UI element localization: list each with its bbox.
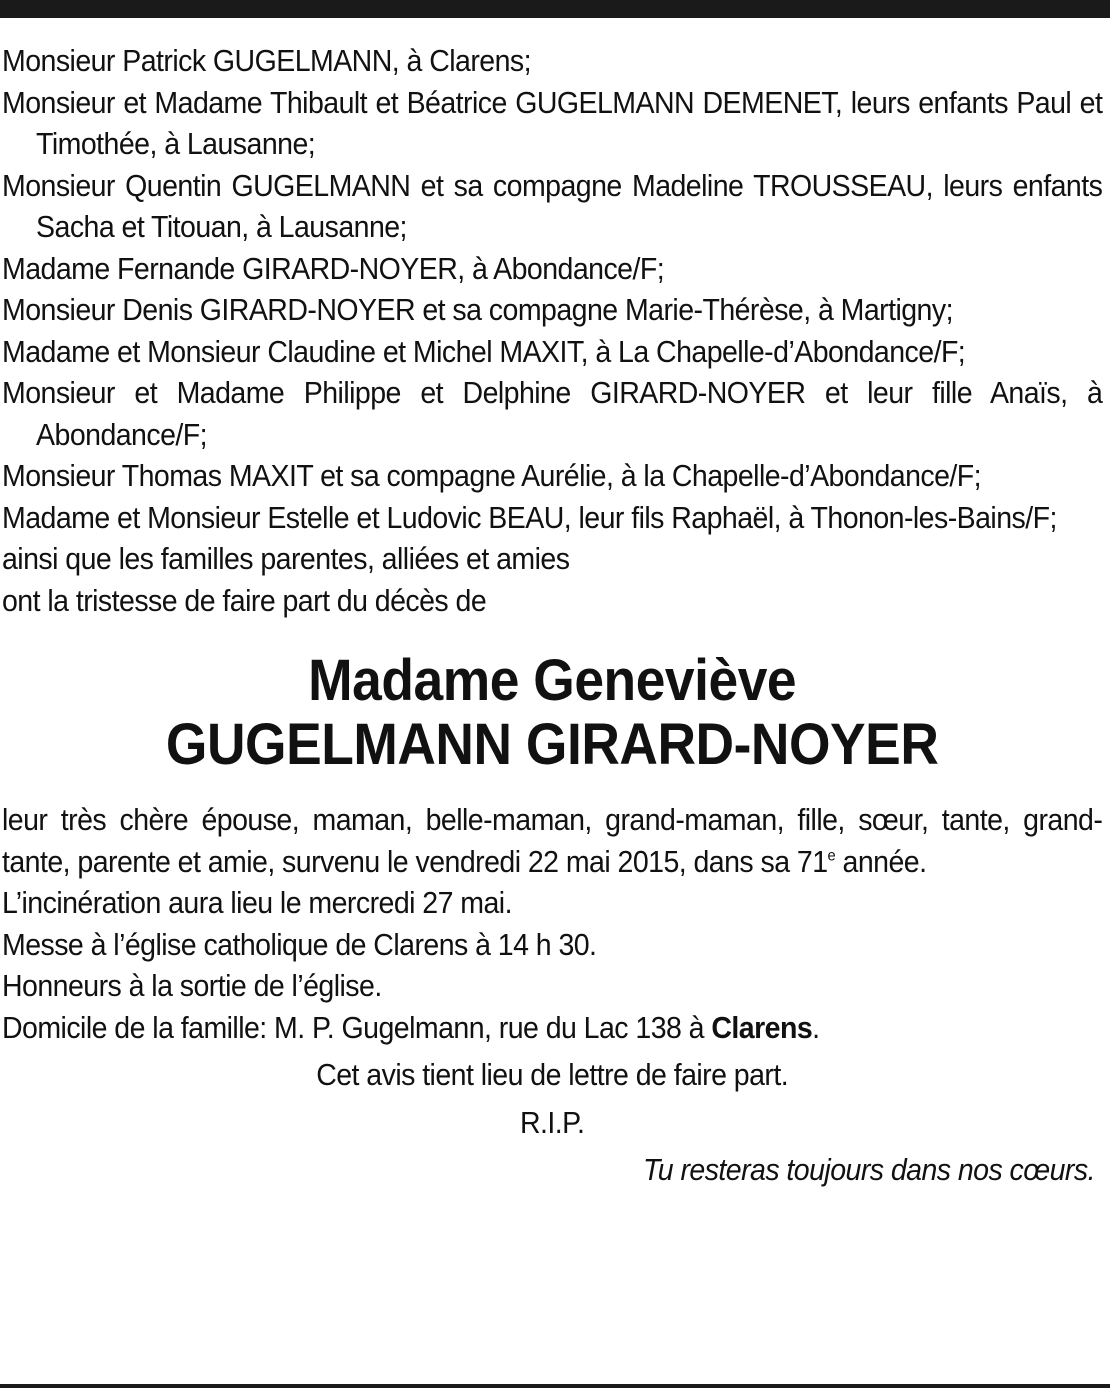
- bottom-rule: [0, 1384, 1110, 1388]
- family-entry: Monsieur et Madame Philippe et Delphine GIRARD-NOYER et leur fille Anaïs, à Abondance/F;: [2, 375, 1103, 452]
- deceased-name: [2, 649, 1102, 777]
- description-text: leur très chère épouse, maman, belle-maman, grand-maman, fille, sœur, tante, grand-tante, parente et amie, survenu le vendredi 22 mai 2015, dans sa 71: [2, 802, 1103, 879]
- closing-notice: Cet avis tient lieu de lettre de faire part.: [316, 1057, 789, 1092]
- family-entry: Monsieur Thomas MAXIT et sa compagne Aurélie, à la Chapelle-d’Abondance/F;: [2, 458, 982, 493]
- intro-line-1: ainsi que les familles parentes, alliées et amies: [2, 541, 570, 576]
- honours-line: Honneurs à la sortie de l’église.: [2, 968, 382, 1003]
- domicile-end: .: [812, 1009, 820, 1045]
- family-entry: Monsieur et Madame Thibault et Béatrice GUGELMANN DEMENET, leurs enfants Paul et Timothée, à Lausanne;: [2, 84, 1103, 161]
- deceased-name-line-2: GUGELMANN GIRARD-NOYER: [165, 712, 939, 777]
- farewell-line: Tu resteras toujours dans nos cœurs.: [643, 1152, 1095, 1187]
- family-entry: Madame Fernande GIRARD-NOYER, à Abondance/F;: [2, 250, 665, 286]
- family-entry: Madame et Monsieur Estelle et Ludovic BEAU, leur fils Raphaël, à Thonon-les-Bains/F;: [2, 499, 1057, 535]
- family-entry: Monsieur Patrick GUGELMANN, à Clarens;: [2, 43, 531, 78]
- top-rule: [0, 0, 1110, 18]
- incineration-line: L’incinération aura lieu le mercredi 27 mai.: [2, 885, 512, 920]
- family-entry: Monsieur Denis GIRARD-NOYER et sa compagne Marie-Thérèse, à Martigny;: [2, 292, 953, 327]
- deceased-name-line-1: Madame Geneviève: [308, 648, 797, 713]
- domicile-place: Clarens: [711, 1009, 813, 1045]
- description-paragraph: [2, 799, 1102, 882]
- description-end: année.: [835, 843, 927, 879]
- family-entry: Madame et Monsieur Claudine et Michel MAXIT, à La Chapelle-d’Abondance/F;: [2, 333, 966, 369]
- obituary-notice: [2, 40, 1102, 1191]
- rip-line: R.I.P.: [519, 1104, 585, 1140]
- mass-line: Messe à l’église catholique de Clarens à 14 h 30.: [2, 926, 597, 962]
- family-list: [2, 40, 1102, 538]
- domicile-text: Domicile de la famille: M. P. Gugelmann, rue du Lac 138 à: [2, 1009, 712, 1045]
- family-entry: Monsieur Quentin GUGELMANN et sa compagne Madeline TROUSSEAU, leurs enfants Sacha et Titouan, à Lausanne;: [2, 167, 1103, 244]
- intro-line-2: ont la tristesse de faire part du décès de: [2, 582, 487, 618]
- ordinal-superscript: e: [827, 847, 836, 865]
- domicile-line: [2, 1007, 1102, 1049]
